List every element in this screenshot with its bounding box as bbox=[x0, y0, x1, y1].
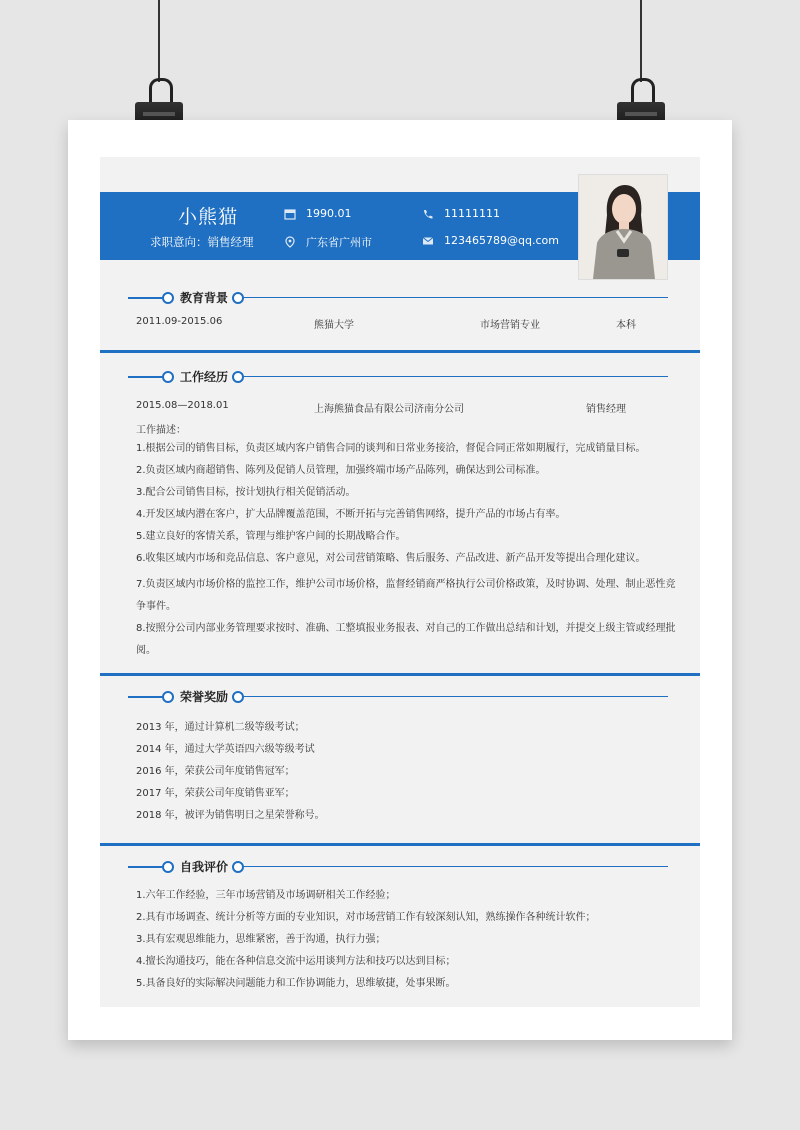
section-title: 教育背景 bbox=[180, 291, 229, 305]
honor-item: 2018 年，被评为销售明日之星荣誉称号。 bbox=[136, 810, 325, 821]
honor-item: 2017 年，荣获公司年度销售亚军； bbox=[136, 788, 295, 799]
work-item: 7.负责区域内市场价格的监控工作，维护公司市场价格，监督经销商严格执行公司价格政策，及时协调、处理、制止恶性竞争事件。 bbox=[136, 579, 676, 612]
work-item: 5.建立良好的客情关系，管理与维护客户间的长期战略合作。 bbox=[136, 531, 406, 542]
self-item: 2.具有市场调查、统计分析等方面的专业知识，对市场营销工作有较深刻认知，熟练操作各种统计软件； bbox=[136, 912, 596, 923]
section-title: 荣誉奖励 bbox=[180, 690, 229, 704]
self-item: 4.擅长沟通技巧，能在各种信息交流中运用谈判方法和技巧以达到目标； bbox=[136, 956, 456, 967]
work-item: 1.根据公司的销售目标，负责区域内客户销售合同的谈判和日常业务接洽，督促合同正常如期履行，完成销量目标。 bbox=[136, 443, 646, 454]
work-desc-label: 工作描述： bbox=[136, 425, 186, 436]
self-item: 5.具备良好的实际解决问题能力和工作协调能力，思维敏捷，处事果断。 bbox=[136, 978, 456, 989]
work-item: 4.开发区域内潜在客户，扩大品牌覆盖范围，不断开拓与完善销售网络，提升产品的市场占有率。 bbox=[136, 509, 566, 520]
work-period: 2015.08—2018.01 bbox=[136, 400, 229, 411]
email-item bbox=[422, 234, 559, 247]
location-icon bbox=[284, 236, 296, 248]
section-title: 工作经历 bbox=[180, 370, 229, 384]
work-item: 3.配合公司销售目标，按计划执行相关促销活动。 bbox=[136, 487, 356, 498]
candidate-name: 小熊猫 bbox=[178, 206, 239, 228]
section-divider bbox=[100, 673, 700, 676]
section-education-header bbox=[128, 288, 668, 308]
avatar bbox=[579, 175, 667, 279]
edu-major: 市场营销专业 bbox=[480, 320, 540, 331]
resume-sheet bbox=[100, 157, 700, 1007]
email-icon bbox=[422, 235, 434, 247]
self-item: 1.六年工作经验，三年市场营销及市场调研相关工作经验； bbox=[136, 890, 396, 901]
edu-school: 熊猫大学 bbox=[314, 320, 354, 331]
email-value: 123465789@qq.com bbox=[444, 234, 559, 247]
phone-item bbox=[422, 207, 500, 220]
section-work-header bbox=[128, 367, 668, 387]
profile-photo bbox=[578, 174, 668, 280]
birth-item bbox=[284, 207, 352, 220]
work-item: 2.负责区域内商超销售、陈列及促销人员管理，加强终端市场产品陈列，确保达到公司标准。 bbox=[136, 465, 546, 476]
edu-period: 2011.09-2015.06 bbox=[136, 316, 223, 327]
work-position: 销售经理 bbox=[586, 404, 626, 415]
section-self-header bbox=[128, 857, 668, 877]
work-company: 上海熊猫食品有限公司济南分公司 bbox=[314, 404, 464, 415]
honor-item: 2014 年，通过大学英语四六级等级考试 bbox=[136, 744, 315, 755]
work-item: 8.按照分公司内部业务管理要求按时、准确、工整填报业务报表、对自己的工作做出总结和计划，并提交上级主管或经理批阅。 bbox=[136, 623, 676, 656]
edu-degree: 本科 bbox=[616, 320, 636, 331]
section-honors-header bbox=[128, 687, 668, 707]
location-item bbox=[284, 234, 372, 250]
hanging-string-right bbox=[640, 0, 642, 82]
hanging-string-left bbox=[158, 0, 160, 82]
birth-value: 1990.01 bbox=[306, 207, 352, 220]
location-value: 广东省广州市 bbox=[306, 236, 372, 249]
honor-item: 2013 年，通过计算机二级等级考试； bbox=[136, 722, 305, 733]
work-item: 6.收集区域内市场和竞品信息、客户意见，对公司营销策略、售后服务、产品改进、新产品开发等提出合理化建议。 bbox=[136, 553, 646, 564]
phone-value: 11111111 bbox=[444, 207, 500, 220]
self-item: 3.具有宏观思维能力，思维紧密，善于沟通，执行力强； bbox=[136, 934, 386, 945]
phone-icon bbox=[422, 208, 434, 220]
calendar-icon bbox=[284, 208, 296, 220]
section-divider bbox=[100, 350, 700, 353]
job-intent: 求职意向：销售经理 bbox=[150, 235, 254, 249]
honor-item: 2016 年，荣获公司年度销售冠军； bbox=[136, 766, 295, 777]
section-title: 自我评价 bbox=[180, 860, 229, 874]
section-divider bbox=[100, 843, 700, 846]
